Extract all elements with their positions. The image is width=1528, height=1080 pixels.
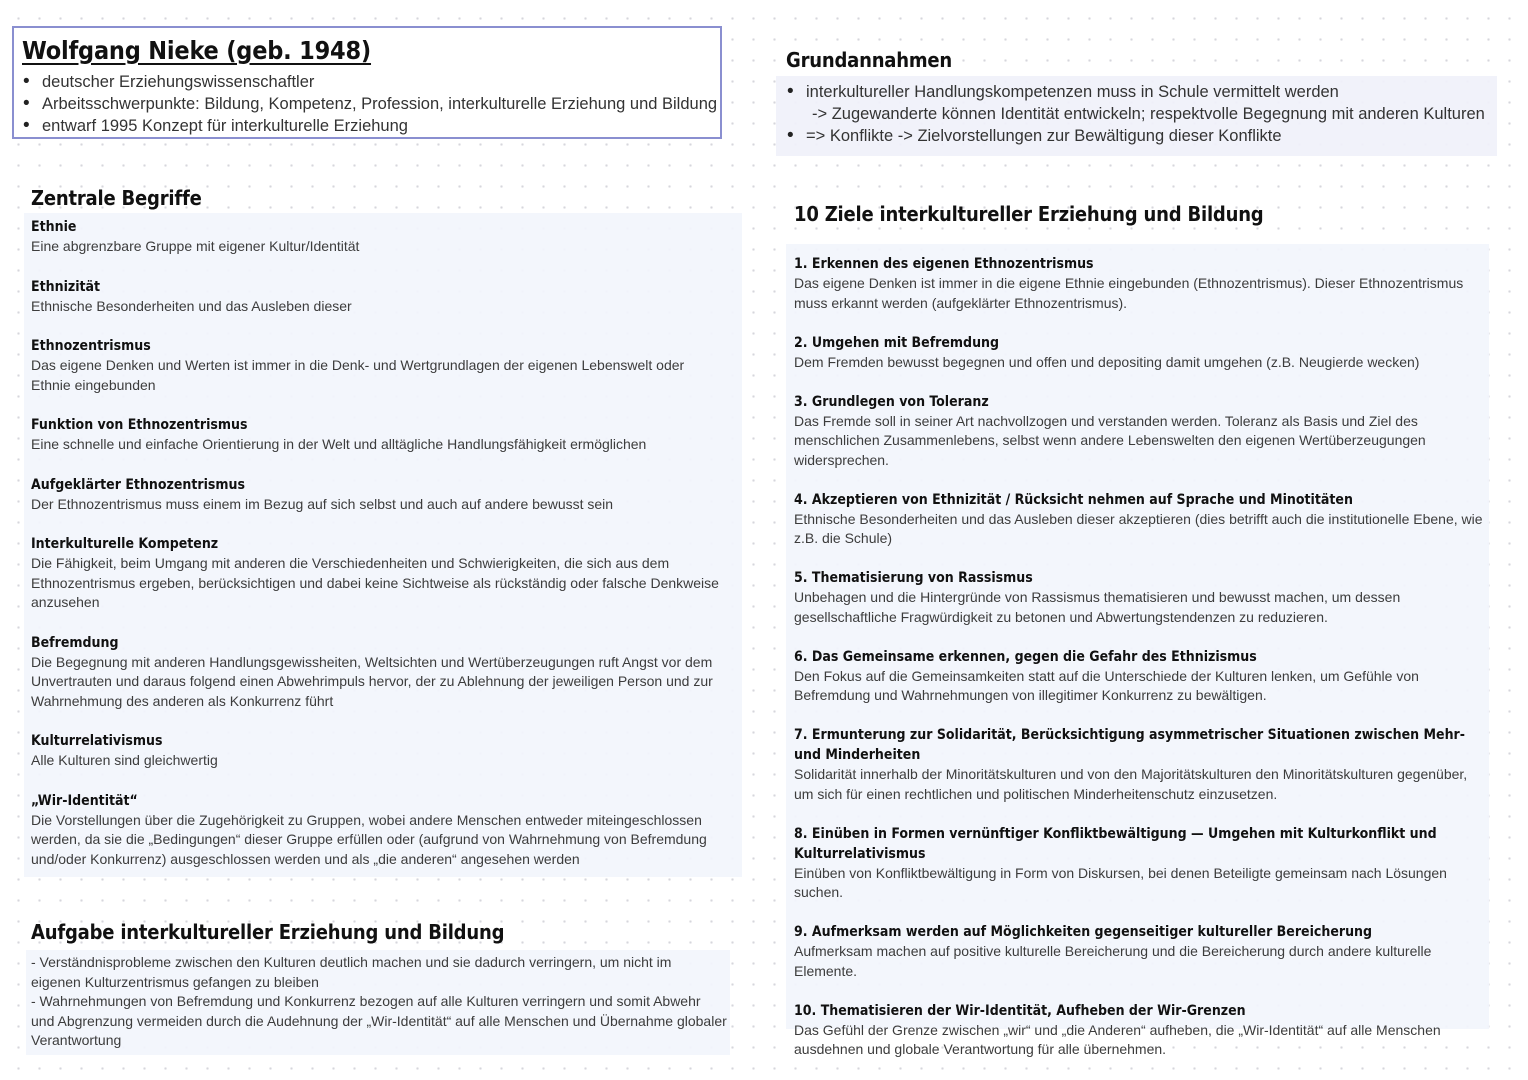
term-entry xyxy=(31,791,739,870)
ziel-title: 3. Grundlegen von Toleranz xyxy=(794,393,989,410)
term-entry xyxy=(31,336,721,395)
ziel-entry xyxy=(794,392,1454,471)
aufgabe-line: - Verständnisprobleme zwischen den Kulturen deutlich machen und sie dadurch verringern, um nicht im eigenen Kulturzentrismus gefangen zu bleiben xyxy=(31,954,672,990)
ziele-title: 10 Ziele interkultureller Erziehung und Bildung xyxy=(794,202,1264,226)
grundannahmen-box xyxy=(776,76,1497,156)
term-entry xyxy=(31,475,742,515)
term-definition: Eine abgrenzbare Gruppe mit eigener Kultur/Identität xyxy=(31,238,360,254)
term-entry xyxy=(31,277,742,317)
term-entry xyxy=(31,731,742,771)
term-title: Aufgeklärter Ethnozentrismus xyxy=(31,476,246,493)
term-title: Funktion von Ethnozentrismus xyxy=(31,417,248,433)
ziel-definition: Einüben von Konfliktbewältigung in Form von Diskursen, bei denen Beteiligte gemeinsam nach Lösungen suchen. xyxy=(794,864,1447,900)
ziel-definition: Das Gefühl der Grenze zwischen „wir“ und „die Anderen“ aufheben, die „Wir-Identität“ auf alle Menschen ausdehnen und globale Verantwortung für alle übernehmen. xyxy=(794,1021,1441,1057)
ziel-definition: Das Fremde soll in seiner Art nachvollzogen und verstanden werden. Toleranz als Basis und Ziel des menschlichen Zusammenlebens, selbst wenn andere Lebenswelten den eigenen Wertüberzeugungen widersprechen. xyxy=(794,412,1426,468)
ziel-entry xyxy=(794,922,1464,981)
ziele-panel xyxy=(786,244,1489,1057)
ziel-definition: Ethnische Besonderheiten und das Ausleben dieser akzeptieren (dies betrifft auch die institutionelle Ebene, wie z.B. die Schule) xyxy=(794,510,1483,546)
begriffe-title: Zentrale Begriffe xyxy=(31,186,202,210)
term-definition: Die Vorstellungen über die Zugehörigkeit zu Gruppen, wobei andere Menschen entweder miteingeschlossen werden, da sie die „Bedingungen“ dieser Gruppe erfüllen oder (aufgrund von Wahrnehmung von Befremdung und/oder Konkurrenz) ausgeschlossen werden und als „die anderen“ angesehen werden xyxy=(31,811,707,867)
grundannahmen-bullet xyxy=(786,125,1497,147)
ziel-definition: Solidarität innerhalb der Minoritätskulturen und von den Majoritätskulturen den Minoritätskulturen gegenüber, um sich für einen rechtlichen und politischen Minderheitenschutz einzusetzen. xyxy=(794,766,1468,802)
term-definition: Die Begegnung mit anderen Handlungsgewissheiten, Weltsichten und Wertüberzeugungen ruft Angst vor dem Unvertrauten und daraus folgend einen Abwehrimpuls hervor, der zu Ablehnung der jeweiligen Person und zur Wahrnehmung des anderen als Konkurrenz führt xyxy=(31,653,713,709)
grundannahmen-bullet xyxy=(786,81,1497,103)
grundannahmen-title: Grundannahmen xyxy=(786,48,953,72)
term-definition: Alle Kulturen sind gleichwertig xyxy=(31,752,218,768)
author-bullet: • deutscher Erziehungswissenschaftler xyxy=(22,71,720,93)
ziel-entry xyxy=(794,1001,1464,1060)
ziel-entry xyxy=(794,333,1484,373)
term-title: Befremdung xyxy=(31,634,119,651)
author-bullet: • entwarf 1995 Konzept für interkulturelle Erziehung xyxy=(22,115,720,137)
ziel-entry xyxy=(794,254,1484,313)
grundannahmen-subline: -> Zugewanderte können Identität entwickeln; respektvolle Begegnung mit anderen Kulturen xyxy=(812,105,1485,123)
author-bullet: • Arbeitsschwerpunkte: Bildung, Kompetenz, Profession, interkulturelle Erziehung und Bildung xyxy=(22,93,720,115)
author-name: Wolfgang Nieke (geb. 1948) xyxy=(22,36,372,65)
begriffe-panel xyxy=(24,213,742,877)
term-title: Kulturrelativismus xyxy=(31,733,163,749)
aufgabe-panel xyxy=(26,950,730,1055)
ziel-definition: Aufmerksam machen auf positive kulturelle Bereicherung und die Bereicherung durch andere kulturelle Elemente. xyxy=(794,943,1432,979)
ziel-entry xyxy=(794,647,1444,706)
author-bullets xyxy=(22,71,720,137)
ziel-entry xyxy=(794,824,1484,903)
term-definition: Die Fähigkeit, beim Umgang mit anderen die Verschiedenheiten und Schwierigkeiten, die sich aus dem Ethnozentrismus ergeben, berücksichtigen und dabei keine Sichtweise als rückständig oder falsche Denkweise anzusehen xyxy=(31,555,719,610)
ziel-title: 6. Das Gemeinsame erkennen, gegen die Gefahr des Ethnizismus xyxy=(794,648,1257,665)
ziel-definition: Unbehagen und die Hintergründe von Rassismus thematisieren und bewusst machen, um dessen gesellschaftliche Fragwürdigkeit zu betonen und Abwertungstendenzen zu reduzieren. xyxy=(794,589,1401,625)
term-title: Ethnozentrismus xyxy=(31,338,151,354)
term-entry xyxy=(31,217,742,257)
term-definition: Der Ethnozentrismus muss einem im Bezug auf sich selbst und auch auf andere bewusst sein xyxy=(31,495,614,512)
term-title: Interkulturelle Kompetenz xyxy=(31,536,219,552)
ziel-title: 4. Akzeptieren von Ethnizität / Rücksicht nehmen auf Sprache und Minotitäten xyxy=(794,491,1353,508)
ziel-title: 2. Umgehen mit Befremdung xyxy=(794,334,1000,351)
ziel-title: 5. Thematisierung von Rassismus xyxy=(794,570,1033,586)
grundannahmen-bullet-text: => Konflikte -> Zielvorstellungen zur Bewältigung dieser Konflikte xyxy=(806,127,1282,145)
term-title: „Wir-Identität“ xyxy=(31,792,138,809)
ziel-title: 10. Thematisieren der Wir-Identität, Aufheben der Wir-Grenzen xyxy=(794,1002,1246,1019)
aufgabe-line: - Wahrnehmungen von Befremdung und Konkurrenz bezogen auf alle Kulturen verringern und somit Abwehr und Abgrenzung vermeiden durch die Audehnung der „Wir-Identität“ auf alle Menschen und Übernahme globaler Verantwortung xyxy=(31,993,727,1048)
ziel-title: 1. Erkennen des eigenen Ethnozentrismus xyxy=(794,256,1094,272)
term-title: Ethnizität xyxy=(31,278,101,295)
term-definition: Das eigene Denken und Werten ist immer in die Denk- und Wertgrundlagen der eigenen Lebenswelt oder Ethnie eingebunden xyxy=(31,357,685,393)
ziel-entry xyxy=(794,568,1434,627)
term-entry xyxy=(31,534,739,613)
term-entry xyxy=(31,633,731,712)
ziel-title: 9. Aufmerksam werden auf Möglichkeiten gegenseitiger kultureller Bereicherung xyxy=(794,924,1373,940)
ziel-entry xyxy=(794,725,1484,804)
ziel-entry xyxy=(794,490,1484,549)
term-definition: Eine schnelle und einfache Orientierung in der Welt und alltägliche Handlungsfähigkeit ermöglichen xyxy=(31,436,647,452)
aufgabe-title: Aufgabe interkultureller Erziehung und Bildung xyxy=(31,920,505,944)
ziel-definition: Den Fokus auf die Gemeinsamkeiten statt auf die Unterschiede der Kulturen lenken, um Gefühle von Befremdung und Wahrnehmungen von illegitimer Konkurrenz zu bewältigen. xyxy=(794,667,1419,703)
ziel-title: 8. Einüben in Formen vernünftiger Konfliktbewältigung — Umgehen mit Kulturkonflikt und Kulturrelativismus xyxy=(794,825,1437,862)
author-card xyxy=(12,26,722,139)
ziel-definition: Das eigene Denken ist immer in die eigene Ethnie eingebunden (Ethnozentrismus). Dieser Ethnozentrismus muss erkannt werden (aufgeklärter Ethnozentrismus). xyxy=(794,275,1464,311)
term-definition: Ethnische Besonderheiten und das Ausleben dieser xyxy=(31,297,352,314)
ziel-definition: Dem Fremden bewusst begegnen und offen und depositing damit umgehen (z.B. Neugierde wecken) xyxy=(794,353,1420,370)
grundannahmen-bullet-text: interkultureller Handlungskompetenzen muss in Schule vermittelt werden xyxy=(806,83,1339,101)
ziel-title: 7. Ermunterung zur Solidarität, Berücksichtigung asymmetrischer Situationen zwischen Mehr- und Minderheiten xyxy=(794,727,1465,763)
term-title: Ethnie xyxy=(31,219,77,235)
term-entry xyxy=(31,415,742,455)
